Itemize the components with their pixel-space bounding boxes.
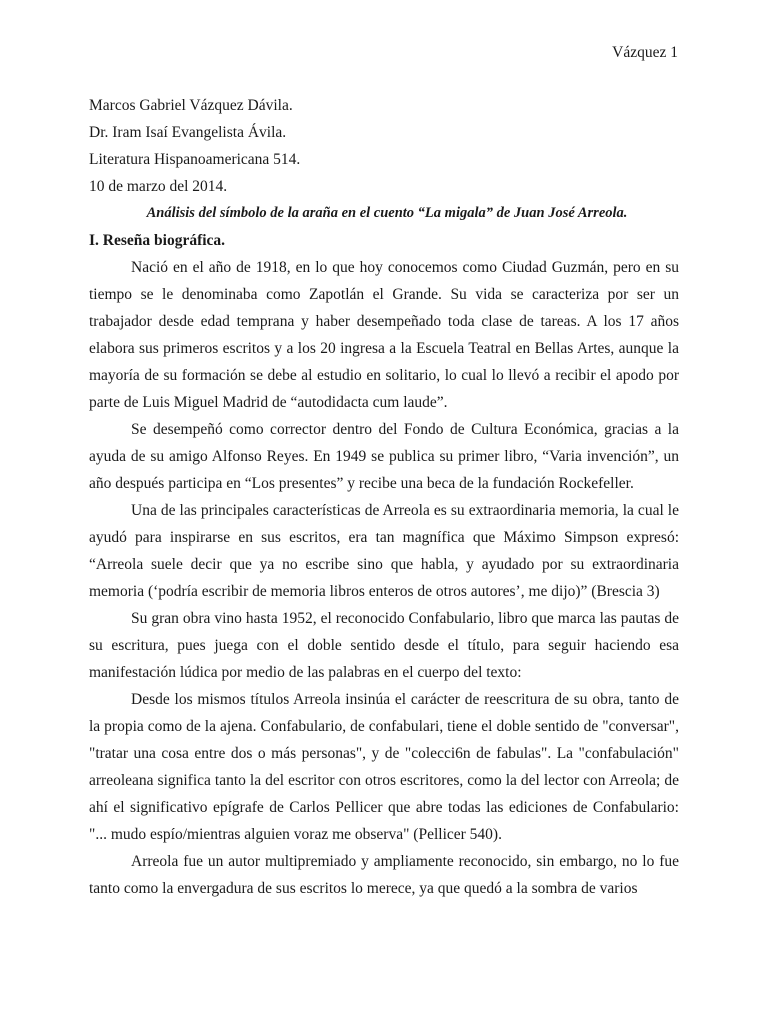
page-number-header: Vázquez 1 <box>612 44 678 61</box>
section-heading: I. Reseña biográfica. <box>89 232 226 249</box>
document-body <box>89 92 679 902</box>
paragraph-quotation: Desde los mismos títulos Arreola insinúa el carácter de reescritura de su obra, tanto de la propia como de la ajena. Confabulario, de confabulari, tiene el doble sentido de "conversar", "tratar una cosa entre dos o más personas", y de "colecci6n de fabulas". La "confabulación" arreoleana significa tanto la del escritor con otros escritores, como la del lector con Arreola; de ahí el significativo epígrafe de Carlos Pellicer que abre todas las ediciones de Confabulario: "... mudo espío/mientras alguien voraz me observa" (Pellicer 540). <box>89 691 679 843</box>
course-name: Literatura Hispanoamericana 514. <box>89 151 301 168</box>
paragraph-confabulario: Su gran obra vino hasta 1952, el reconocido Confabulario, libro que marca las pautas de su escritura, pues juega con el doble sentido desde el título, para seguir haciendo esa manifestación lúdica por medio de las palabras en el cuerpo del texto: <box>89 610 679 681</box>
document-date: 10 de marzo del 2014. <box>89 178 228 195</box>
professor-name: Dr. Iram Isaí Evangelista Ávila. <box>89 124 287 141</box>
essay-title: Análisis del símbolo de la araña en el cuento “La migala” de Juan José Arreola. <box>146 205 628 221</box>
paragraph-career: Se desempeñó como corrector dentro del Fondo de Cultura Económica, gracias a la ayuda de su amigo Alfonso Reyes. En 1949 se publica su primer libro, “Varia invención”, un año después participa en “Los presentes” y recibe una beca de la fundación Rockefeller. <box>89 421 679 492</box>
paragraph-biography: Nació en el año de 1918, en lo que hoy conocemos como Ciudad Guzmán, pero en su tiempo se le denominaba como Zapotlán el Grande. Su vida se caracteriza por ser un trabajador desde edad temprana y haber desempeñado toda clase de tareas. A los 17 años elabora sus primeros escritos y a los 20 ingresa a la Escuela Teatral en Bellas Artes, aunque la mayoría de su formación se debe al estudio en solitario, lo cual lo llevó a recibir el apodo por parte de Luis Miguel Madrid de “autodidacta cum laude”. <box>89 259 679 411</box>
author-name: Marcos Gabriel Vázquez Dávila. <box>89 97 293 114</box>
paragraph-recognition: Arreola fue un autor multipremiado y ampliamente reconocido, sin embargo, no lo fue tanto como la envergadura de sus escritos lo merece, ya que quedó a la sombra de varios <box>89 853 679 897</box>
paragraph-memory: Una de las principales características de Arreola es su extraordinaria memoria, la cual le ayudó para inspirarse en sus escritos, era tan magnífica que Máximo Simpson expresó: “Arreola suele decir que ya no escribe sino que habla, y ayudado por su extraordinaria memoria (‘podría escribir de memoria libros enteros de otros autores’, me dijo)” (Brescia 3) <box>89 502 679 600</box>
